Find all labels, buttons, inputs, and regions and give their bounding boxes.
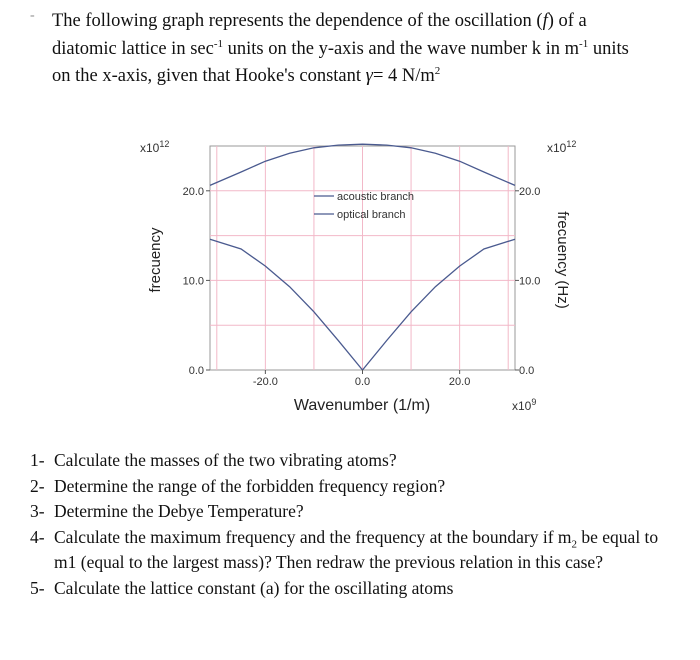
y-tick-label-left: 10.0 [182, 275, 204, 288]
question-number: 3- [30, 501, 45, 521]
intro-line-2: diatomic lattice in $\sec^{-1}$ units on the y-axis and the wave number k in $m^{-1}$ units [52, 37, 629, 59]
question-item [30, 525, 680, 576]
question-number: 5- [30, 577, 45, 598]
question-number: 2- [30, 475, 45, 496]
y-axis-label-left: frecuency [147, 227, 164, 293]
intro-line-1: The following graph represents the dependence of the oscillation (f) of a [52, 11, 587, 31]
x-tick-label: 0.0 [354, 376, 371, 388]
question-number: 4- [30, 526, 45, 547]
question-text: Determine the Debye Temperature? [54, 501, 304, 521]
question-item [30, 474, 680, 500]
x-multiplier: $x10^9$ [512, 397, 537, 413]
question-item [30, 499, 680, 525]
question-number: 1- [30, 450, 45, 470]
question-item [30, 576, 680, 602]
question-item [30, 448, 680, 474]
y-axis-label-right: frecuency (Hz) [554, 211, 571, 309]
legend-label-acoustic: acoustic branch [337, 191, 415, 203]
question-text: Calculate the maximum frequency and the frequency at the boundary if $m_2$ be equal to m1 (equal to the largest mass)? Then redraw the previous relation in this case? [54, 526, 659, 572]
y-tick-label-right: 20.0 [519, 185, 541, 198]
x-tick-label: -20.0 [252, 376, 278, 388]
x-axis-label: Wavenumber (1/m) [293, 397, 431, 414]
x-tick-label: 20.0 [448, 376, 471, 388]
question-text: Calculate the masses of the two vibrating atoms? [54, 450, 397, 470]
y-multiplier-left: $x10^{12}$ [140, 139, 170, 155]
question-text: Determine the range of the forbidden frequency region? [54, 475, 446, 496]
y-multiplier-right: $x10^{12}$ [547, 139, 577, 155]
y-tick-label-left: 0.0 [188, 365, 204, 377]
bullet-mark: - [30, 8, 35, 23]
intro-line-3: on the x-axis, given that Hooke's constant γ= 4 $N/m^2$ [52, 64, 441, 86]
legend-label-optical: optical branch [337, 209, 406, 221]
y-tick-label-right: 0.0 [519, 365, 535, 377]
y-tick-label-left: 20.0 [182, 185, 204, 198]
y-tick-label-right: 10.0 [519, 275, 541, 288]
question-text: Calculate the lattice constant (a) for the oscillating atoms [54, 577, 454, 598]
question-list [30, 448, 680, 601]
